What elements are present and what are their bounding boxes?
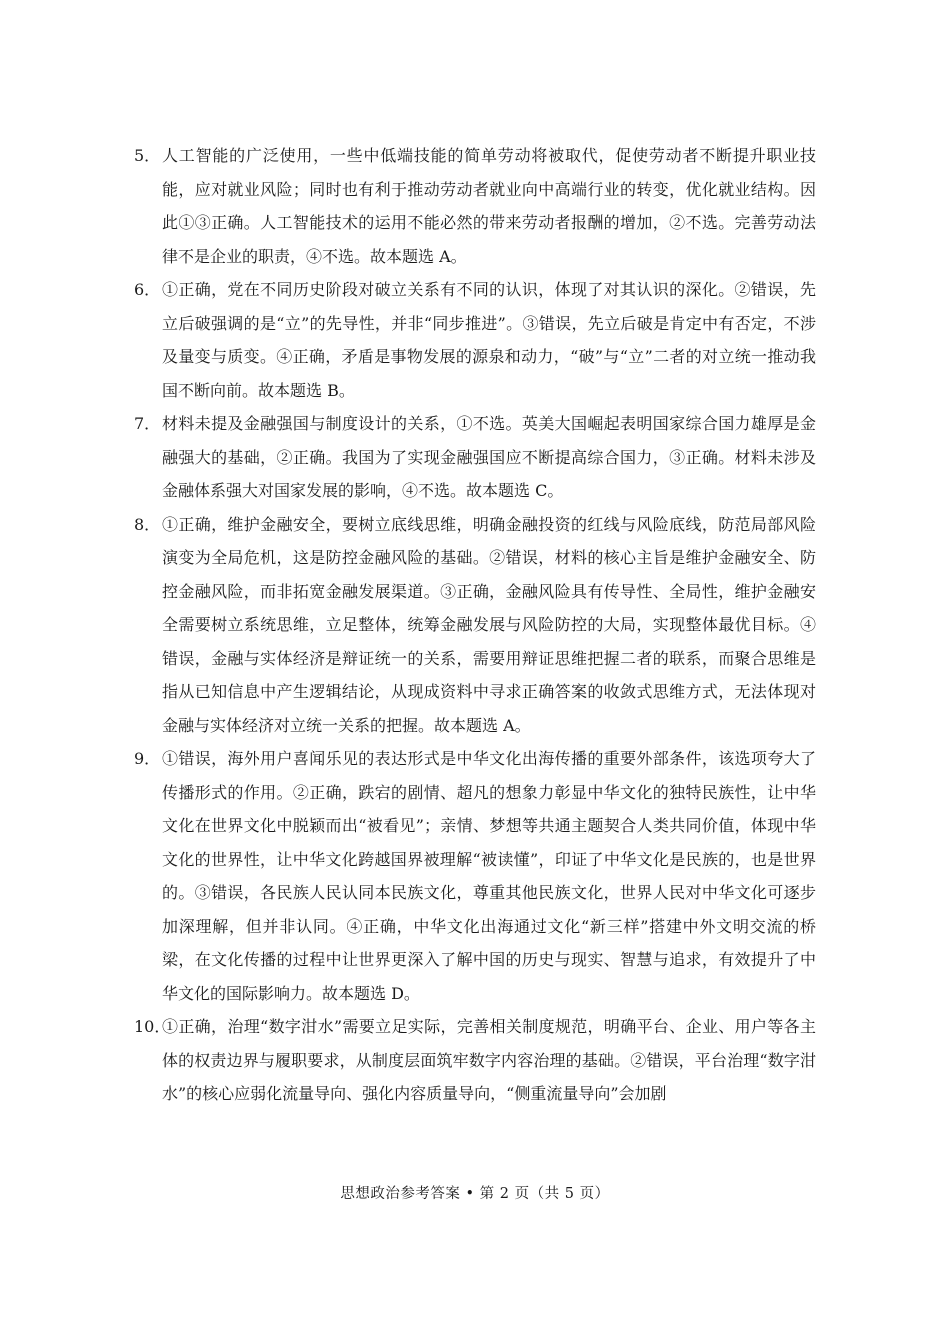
answer-number: 6． [134, 280, 161, 299]
answer-text: ①正确，维护金融安全，要树立底线思维，明确金融投资的红线与风险底线，防范局部风险演变为全局危机，这是防控金融风险的基础。②错误，材料的核心主旨是维护金融安全、防控金融风险，而非拓宽金融发展渠道。③正确，金融风险具有传导性、全局性，维护金融安全需要树立系统思维，立足整体，统筹金融发展与风险防控的大局，实现整体最优目标。④错误，金融与实体经济是辩证统一的关系，需要用辩证思维把握二者的联系，而聚合思维是指从已知信息中产生逻辑结论，从现成资料中寻求正确答案的收敛式思维方式，无法体现对金融与实体经济对立统一关系的把握。故本题选 A。 [162, 514, 816, 735]
answer-text: 材料未提及金融强国与制度设计的关系，①不选。英美大国崛起表明国家综合国力雄厚是金融强大的基础，②正确。我国为了实现金融强国应不断提高综合国力，③正确。材料未涉及金融体系强大对国家发展的影响，④不选。故本题选 C。 [162, 414, 816, 500]
answer-number: 7． [134, 414, 161, 433]
answer-item-10 [134, 1010, 816, 1111]
answer-text: ①正确，党在不同历史阶段对破立关系有不同的认识，体现了对其认识的深化。②错误，先立后破强调的是“立”的先导性，并非“同步推进”。③错误，先立后破是肯定中有否定，不涉及量变与质变。④正确，矛盾是事物发展的源泉和动力，“破”与“立”二者的对立统一推动我国不断向前。故本题选 B。 [162, 280, 816, 400]
answer-text: ①正确，治理“数字泔水”需要立足实际，完善相关制度规范，明确平台、企业、用户等各主体的权责边界与履职要求，从制度层面筑牢数字内容治理的基础。②错误，平台治理“数字泔水”的核心应弱化流量导向、强化内容质量导向，“侧重流量导向”会加剧 [162, 1017, 816, 1103]
answer-number: 8． [134, 514, 161, 534]
answer-text: 人工智能的广泛使用，一些中低端技能的简单劳动将被取代，促使劳动者不断提升职业技能，应对就业风险；同时也有利于推动劳动者就业向中高端行业的转变，优化就业结构。因此①③正确。人工智能技术的运用不能必然的带来劳动者报酬的增加，②不选。完善劳动法律不是企业的职责，④不选。故本题选 A。 [162, 146, 816, 266]
answer-number: 10． [134, 1017, 171, 1036]
answer-item-9 [134, 742, 816, 1010]
answer-item-6 [134, 273, 816, 407]
answer-number: 9． [134, 749, 161, 768]
answer-item-8 [134, 508, 816, 743]
answer-item-5 [134, 139, 816, 273]
page-footer: 思想政治参考答案 • 第 2 页（共 5 页） [340, 1186, 610, 1202]
answer-number: 5． [134, 146, 161, 165]
answer-text: ①错误，海外用户喜闻乐见的表达形式是中华文化出海传播的重要外部条件，该选项夸大了传播形式的作用。②正确，跌宕的剧情、超凡的想象力彰显中华文化的独特民族性，让中华文化在世界文化中脱颖而出“被看见”；亲情、梦想等共通主题契合人类共同价值，体现中华文化的世界性，让中华文化跨越国界被理解“被读懂”，印证了中华文化是民族的，也是世界的。③错误，各民族人民认同本民族文化，尊重其他民族文化，世界人民对中华文化可逐步加深理解，但并非认同。④正确，中华文化出海通过文化“新三样”搭建中外文明交流的桥梁，在文化传播的过程中让世界更深入了解中国的历史与现实、智慧与追求，有效提升了中华文化的国际影响力。故本题选 D。 [162, 749, 816, 1003]
answer-item-7 [134, 407, 816, 508]
answer-list [134, 139, 816, 1111]
